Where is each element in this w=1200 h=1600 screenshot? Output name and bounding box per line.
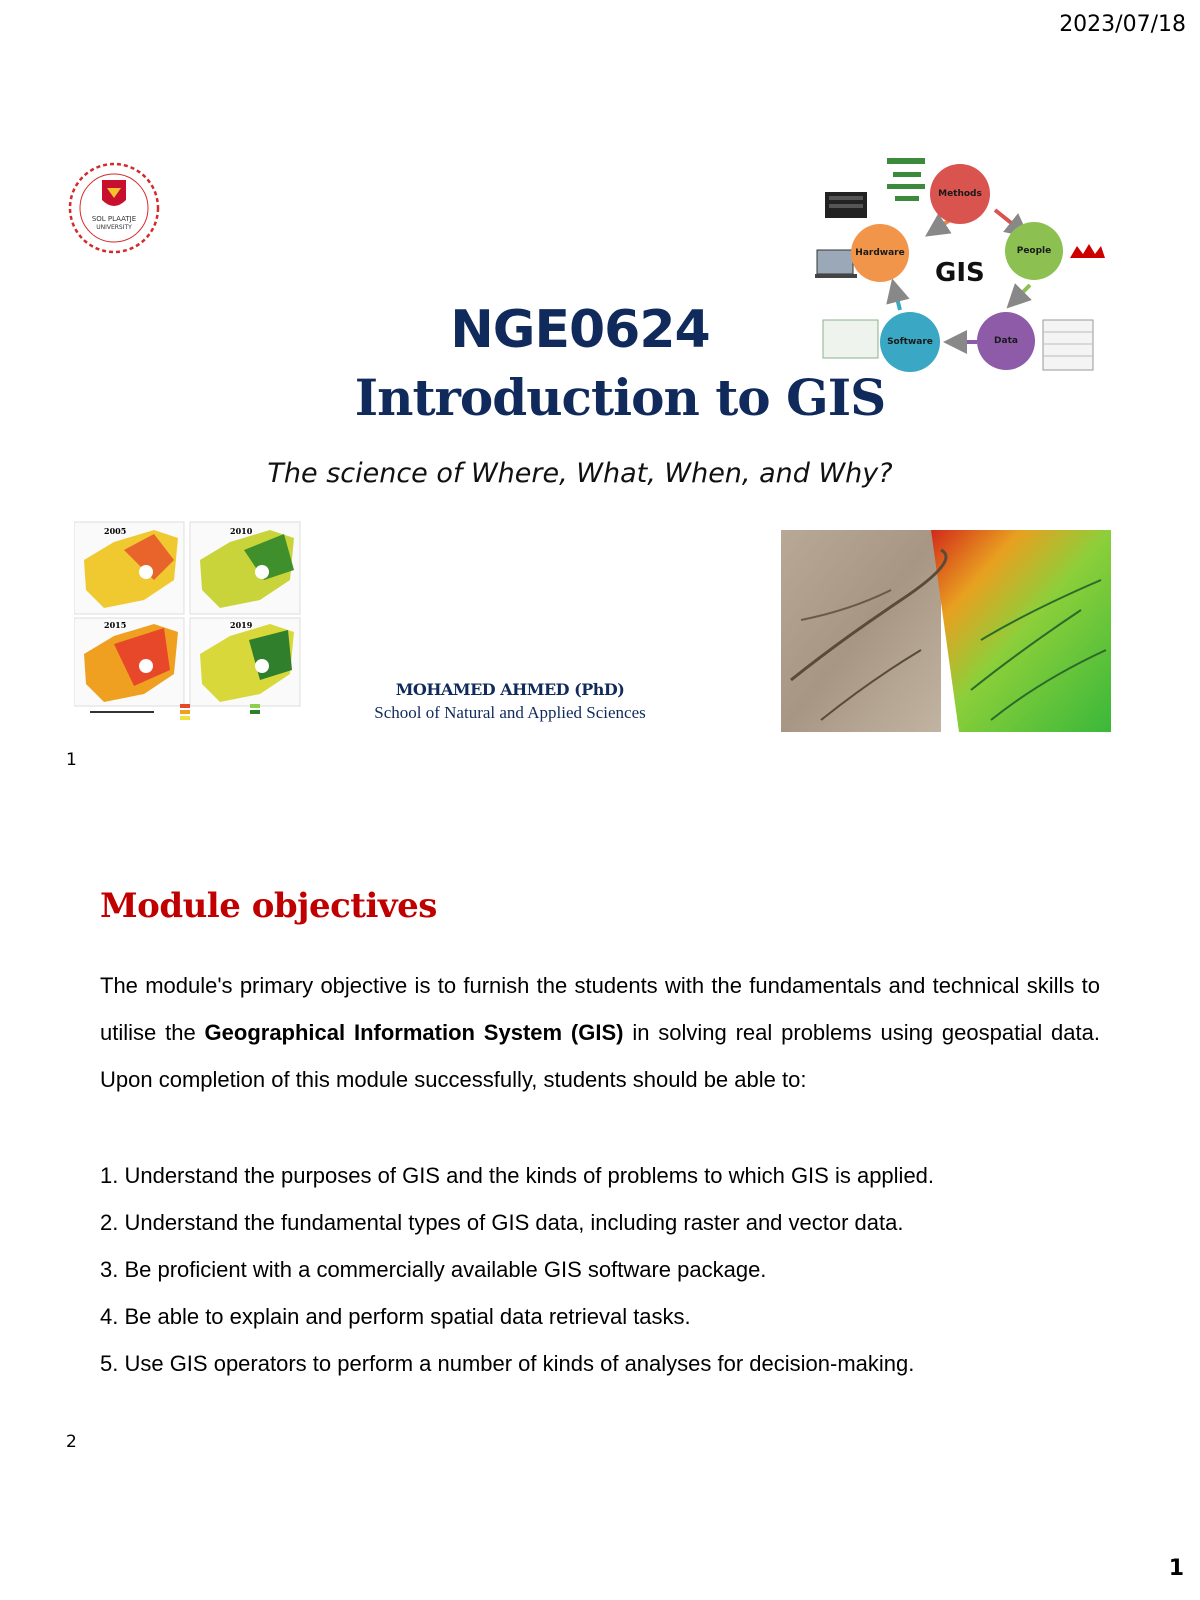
page-number: 1: [1168, 1556, 1184, 1581]
module-tagline: The science of Where, What, When, and Why?: [267, 458, 893, 489]
slide-number-2: 2: [66, 1432, 77, 1452]
map-year-2005: 2005: [104, 526, 127, 536]
maps-svg: [74, 520, 306, 720]
intro-text-bold: Geographical Information System (GIS): [204, 1020, 624, 1045]
gis-node-software: Software: [880, 312, 940, 372]
intro-text-start: The module's primary objective is to furnish the students with the fundamentals and technical skills to utilise the: [100, 973, 1100, 1045]
logo-text-bottom: UNIVERSITY: [96, 224, 132, 231]
slide-number-1: 1: [66, 750, 77, 770]
map-year-2019: 2019: [230, 620, 253, 630]
south-africa-maps-figure: [74, 520, 306, 720]
objective-paragraph: [100, 962, 1100, 1103]
date-header: 2023/07/18: [1059, 12, 1186, 37]
gis-node-data: Data: [977, 312, 1035, 370]
author-name: MOHAMED AHMED (PhD): [395, 680, 625, 699]
objective-item: 4. Be able to explain and perform spatial data retrieval tasks.: [100, 1304, 691, 1329]
school-name: School of Natural and Applied Sciences: [374, 703, 646, 722]
logo-text-top: SOL PLAATJE: [91, 215, 137, 223]
gis-node-methods: Methods: [930, 164, 990, 224]
module-code: NGE0624: [450, 300, 710, 360]
module-title: Introduction to GIS: [354, 368, 886, 427]
intro-text-end: in solving real problems using geospatial data. Upon completion of this module successfully, students should be able to:: [100, 1020, 1100, 1092]
objective-item: 2. Understand the fundamental types of GIS data, including raster and vector data.: [100, 1210, 904, 1235]
university-logo: [64, 158, 164, 258]
objectives-list: [100, 1152, 1120, 1387]
section-heading: Module objectives: [100, 886, 437, 926]
terrain-image: [781, 530, 1111, 732]
objective-item: 3. Be proficient with a commercially available GIS software package.: [100, 1257, 767, 1282]
gis-node-hardware: Hardware: [851, 224, 909, 282]
map-year-2010: 2010: [230, 526, 253, 536]
gis-center-label: GIS: [935, 258, 985, 288]
terrain-svg: [781, 530, 1111, 732]
objective-item: 1. Understand the purposes of GIS and the kinds of problems to which GIS is applied.: [100, 1163, 935, 1188]
gis-node-people: People: [1005, 222, 1063, 280]
map-year-2015: 2015: [104, 620, 127, 630]
objective-item: 5. Use GIS operators to perform a number of kinds of analyses for decision-making.: [100, 1351, 915, 1376]
